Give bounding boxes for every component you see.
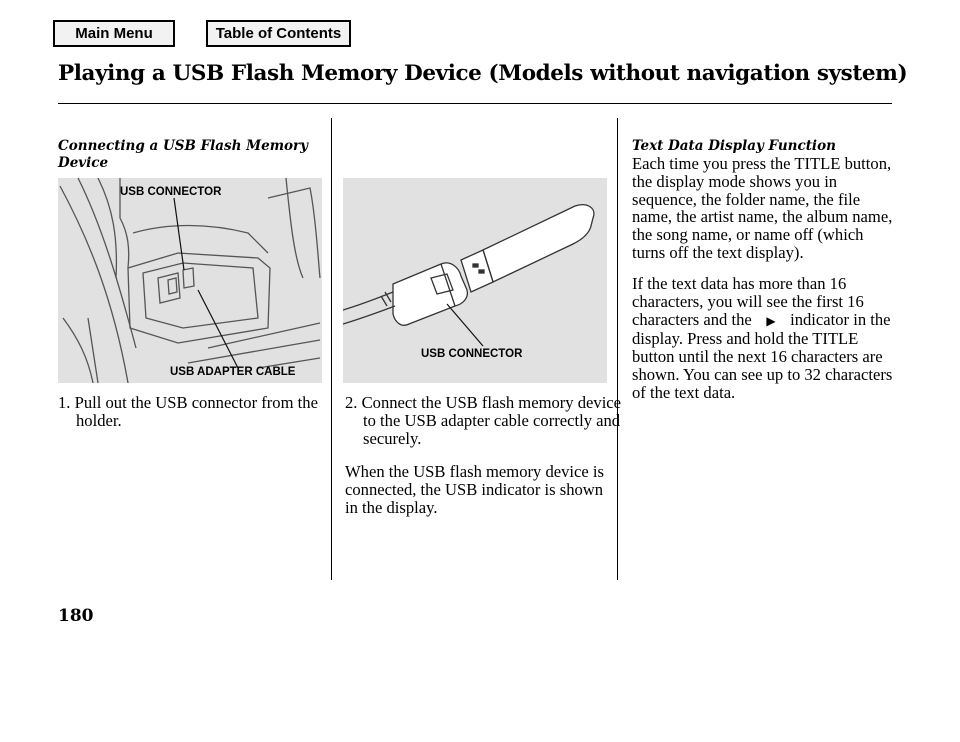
section-heading-connecting: Connecting a USB Flash Memory Device bbox=[58, 138, 308, 171]
figure-usb-flash-device bbox=[343, 178, 607, 383]
table-of-contents-button[interactable]: Table of Contents bbox=[206, 20, 351, 47]
figure-console-usb-connector bbox=[58, 178, 322, 383]
text-data-paragraph-1: Each time you press the TITLE button, the display mode shows you in sequence, the folder name, the file name, the artist name, the album name, the song name, or name off (which turns off the text display). bbox=[632, 154, 893, 262]
page-number: 180 bbox=[58, 606, 94, 626]
text-data-paragraph-2 bbox=[632, 275, 894, 402]
callout-usb-adapter-cable: USB ADAPTER CABLE bbox=[170, 366, 296, 378]
callout-usb-connector-2: USB CONNECTOR bbox=[421, 348, 523, 360]
step-1-text: 1. Pull out the USB connector from the holder. bbox=[58, 393, 318, 430]
column-divider-2 bbox=[617, 118, 618, 580]
usb-indicator-paragraph: When the USB flash memory device is connected, the USB indicator is shown in the display. bbox=[345, 462, 604, 517]
right-arrow-indicator-icon: ▶ bbox=[766, 313, 776, 328]
step-2-text: 2. Connect the USB flash memory device to the USB adapter cable correctly and securely. bbox=[345, 393, 622, 448]
section-heading-text-data: Text Data Display Function bbox=[632, 138, 836, 154]
main-menu-button[interactable]: Main Menu bbox=[53, 20, 175, 47]
console-illustration bbox=[58, 178, 322, 383]
paragraph-2-start: If the text data has more than 16 characters, you will see the first 16 characters and the bbox=[632, 274, 864, 329]
page-title: Playing a USB Flash Memory Device (Models without navigation system) bbox=[58, 61, 908, 86]
title-divider bbox=[58, 103, 892, 104]
paragraph-2-end: indicator in the display. Press and hold the TITLE button until the next 16 characters are shown. You can see up to 32 characters of the text data. bbox=[632, 309, 893, 402]
callout-usb-connector: USB CONNECTOR bbox=[120, 186, 222, 198]
column-divider-1 bbox=[331, 118, 332, 580]
